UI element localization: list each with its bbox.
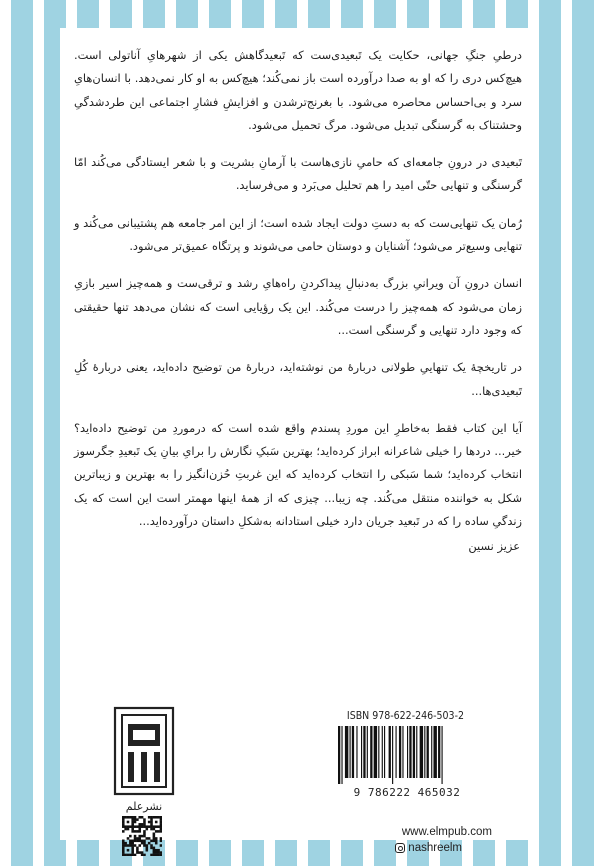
website-link[interactable]: www.elmpub.com — [401, 826, 492, 838]
publisher-logo — [110, 706, 178, 796]
barcode — [322, 726, 492, 810]
blurb-paragraph: تَبعیدی در درونِ جامعه‌ای که حامیِ نازی‌هاست با آرمانِ بشریت و با شعر ایستادگی می‌کُند امّا گرسنگی و تنهایی حتّی امید را هم تحلیل می‌بَرد و می‌فرساید. — [74, 155, 522, 193]
qr-code-icon[interactable] — [122, 816, 162, 856]
back-cover-panel — [60, 28, 536, 854]
blurb-paragraph: در تاریخچهٔ یک تنهاییِ طولانی دربارهٔ من نوشته‌اید، دربارهٔ من توضیح داده‌اید، یعنی دربارهٔ کُلِ تَبعیدی‌ها... — [74, 360, 522, 398]
cover-footer — [74, 700, 522, 854]
instagram-link[interactable] — [395, 842, 462, 854]
instagram-icon — [395, 843, 405, 853]
author-signature: عزیز نسین — [468, 539, 520, 554]
blurb-paragraph: درطیِ جنگِ جهانی، حکایت یک تَبعیدی‌ست که تَبعیدگاهش یکی از شهرهایِ آناتولی است. هیچ‌کس دری را که او به صدا درآورده است باز نمی‌کُند؛ هیچ‌کس به او کار نمی‌دهد. با انسان‌هایِ سرد و بی‌احساس محاصره می‌شود. با بغرنج‌ترشدن و افزایشِ فشارِ اجتماعی این طردشدگیِ وحشتناک به گرسنگی تبدیل می‌شود. مرگ تحمیل می‌شود. — [74, 48, 522, 132]
blurb-paragraph: انسان درونِ آن ویرانیِ بزرگ به‌دنبالِ پیداکردنِ راه‌هایِ رشد و ترقی‌ست و همه‌چیز اسیر بازیِ زمان می‌شود که همه‌چیز را درست می‌کُند. این یک رؤیایی است که نشان می‌دهد تنها حقیقتی که وجود دارد تنهایی و گرسنگی است... — [74, 276, 522, 337]
isbn: ISBN 978-622-246-503-2 — [346, 710, 464, 722]
barcode-number: 9 786222 465032 — [353, 786, 461, 799]
publisher-name: نشرعلم — [125, 800, 163, 813]
instagram-handle: nashreelm — [408, 842, 462, 854]
blurb-paragraph: رُمان یک تنهایی‌ست که به دستِ دولت ایجاد شده است؛ از این امر جامعه هم پشتیبانی می‌کُند و تنهایی وسیع‌تر می‌شود؛ آشنایان و دوستان حامی می‌شوند و پرتگاه عمیق‌تر می‌شود. — [74, 215, 522, 254]
blurb — [74, 44, 522, 553]
blurb-paragraph: آیا این کتاب فقط به‌خاطرِ این موردِ پسندم واقع شده است که درموردِ من توضیح داده‌اید؟ خیر... دردها را خیلی شاعرانه ابراز کرده‌اید؛ بهترین سَبکِ نگارش را برایِ بیانِ یک تَبعیدِ جگرسوز انتخاب کرده‌اید؛ شما سَبکی را انتخاب کرده‌اید که این غربتِ حُزن‌انگیز را به بهترین و زیباترین شکل به خواننده منتقل می‌کُند. چه زیبا... چیزی که از همهٔ اینها مهمتر است این است که یک زندگیِ ساده را که در تَبعید جریان دارد خیلی استادانه به‌شکلِ داستان درآورده‌اید... — [74, 420, 522, 529]
